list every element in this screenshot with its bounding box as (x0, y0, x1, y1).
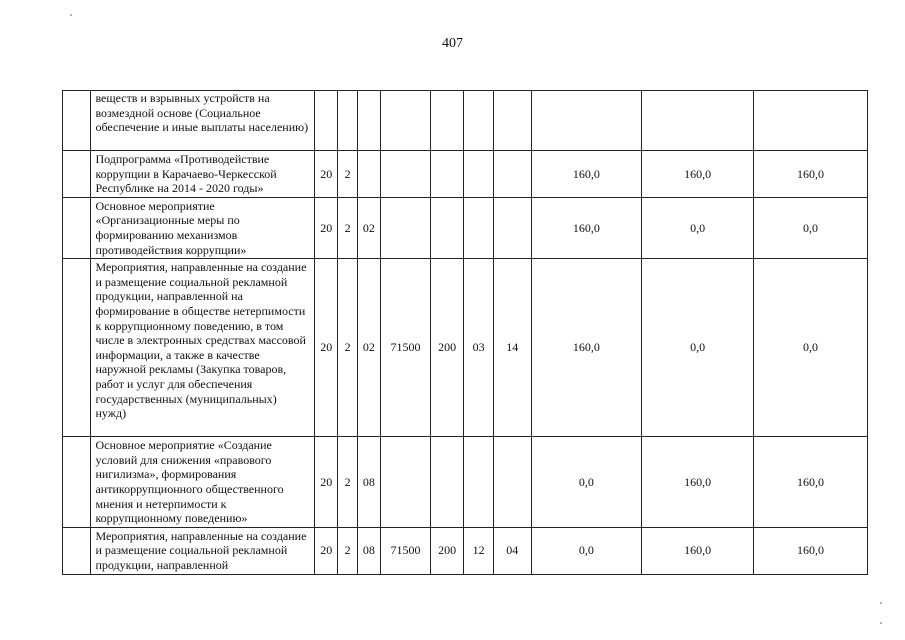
value-2018-cell: 160,0 (531, 151, 642, 198)
code-1-cell: 20 (315, 437, 338, 528)
row-number-cell (63, 259, 91, 437)
value-2019-cell (642, 91, 754, 151)
code-type-cell: 200 (430, 527, 464, 574)
code-3-cell: 02 (357, 259, 380, 437)
value-2020-cell: 0,0 (754, 197, 868, 258)
row-number-cell (63, 437, 91, 528)
code-target-cell: 71500 (381, 259, 431, 437)
code-section-cell (464, 437, 493, 528)
code-subsection-cell (493, 437, 531, 528)
table-row (63, 259, 868, 437)
value-2019-cell: 160,0 (642, 527, 754, 574)
code-type-cell (430, 91, 464, 151)
row-number-cell (63, 151, 91, 198)
code-2-cell (338, 91, 357, 151)
value-2020-cell: 160,0 (754, 527, 868, 574)
code-type-cell (430, 197, 464, 258)
value-2018-cell: 160,0 (531, 197, 642, 258)
table-row (63, 527, 868, 574)
item-name-cell: веществ и взрывных устройств на возмездной основе (Социальное обеспечение и иные выплаты населению) (91, 91, 315, 151)
row-number-cell (63, 197, 91, 258)
row-number-cell (63, 527, 91, 574)
code-2-cell: 2 (338, 197, 357, 258)
code-target-cell (381, 91, 431, 151)
value-2018-cell: 160,0 (531, 259, 642, 437)
row-number-cell (63, 91, 91, 151)
code-type-cell (430, 151, 464, 198)
code-1-cell: 20 (315, 197, 338, 258)
item-name-cell: Основное мероприятие «Организационные меры по формированию механизмов противодействия коррупции» (91, 197, 315, 258)
code-2-cell: 2 (338, 259, 357, 437)
code-section-cell (464, 151, 493, 198)
code-section-cell: 03 (464, 259, 493, 437)
code-subsection-cell: 04 (493, 527, 531, 574)
item-name-cell: Подпрограмма «Противодействие коррупции в Карачаево-Черкесской Республике на 2014 - 2020 годы» (91, 151, 315, 198)
code-2-cell: 2 (338, 151, 357, 198)
code-1-cell: 20 (315, 151, 338, 198)
value-2020-cell: 160,0 (754, 437, 868, 528)
code-target-cell (381, 437, 431, 528)
code-section-cell (464, 197, 493, 258)
code-3-cell: 08 (357, 437, 380, 528)
item-name-cell: Основное мероприятие «Создание условий для снижения «правового нигилизма», формирования антикоррупционного общественного мнения и нетерпимости к коррупционному поведению» (91, 437, 315, 528)
code-target-cell: 71500 (381, 527, 431, 574)
code-type-cell (430, 437, 464, 528)
table-body (63, 91, 868, 575)
value-2018-cell (531, 91, 642, 151)
scan-artifact (70, 14, 72, 16)
scan-artifact (880, 622, 882, 624)
code-1-cell: 20 (315, 259, 338, 437)
code-2-cell: 2 (338, 437, 357, 528)
value-2018-cell: 0,0 (531, 527, 642, 574)
code-1-cell: 20 (315, 527, 338, 574)
code-subsection-cell (493, 91, 531, 151)
value-2019-cell: 160,0 (642, 151, 754, 198)
scan-artifact (880, 602, 882, 604)
value-2019-cell: 0,0 (642, 259, 754, 437)
code-section-cell: 12 (464, 527, 493, 574)
code-target-cell (381, 197, 431, 258)
table-row (63, 91, 868, 151)
budget-table (62, 90, 868, 575)
value-2019-cell: 0,0 (642, 197, 754, 258)
code-3-cell (357, 151, 380, 198)
code-2-cell: 2 (338, 527, 357, 574)
code-3-cell (357, 91, 380, 151)
code-3-cell: 08 (357, 527, 380, 574)
item-name-cell: Мероприятия, направленные на создание и размещение социальной рекламной продукции, направленной (91, 527, 315, 574)
table-row (63, 151, 868, 198)
code-type-cell: 200 (430, 259, 464, 437)
table-row (63, 437, 868, 528)
table-row (63, 197, 868, 258)
value-2020-cell (754, 91, 868, 151)
code-subsection-cell: 14 (493, 259, 531, 437)
code-section-cell (464, 91, 493, 151)
value-2020-cell: 0,0 (754, 259, 868, 437)
code-target-cell (381, 151, 431, 198)
value-2018-cell: 0,0 (531, 437, 642, 528)
code-3-cell: 02 (357, 197, 380, 258)
item-name-cell: Мероприятия, направленные на создание и размещение социальной рекламной продукции, направленной на формирование в обществе нетерпимости к коррупционному поведению, в том числе в электронных средствах массовой информации, а также в качестве наружной рекламы (Закупка товаров, работ и услуг для обеспечения государственных (муниципальных) нужд) (91, 259, 315, 437)
page-number: 407 (442, 36, 463, 51)
code-1-cell (315, 91, 338, 151)
code-subsection-cell (493, 197, 531, 258)
value-2020-cell: 160,0 (754, 151, 868, 198)
code-subsection-cell (493, 151, 531, 198)
value-2019-cell: 160,0 (642, 437, 754, 528)
